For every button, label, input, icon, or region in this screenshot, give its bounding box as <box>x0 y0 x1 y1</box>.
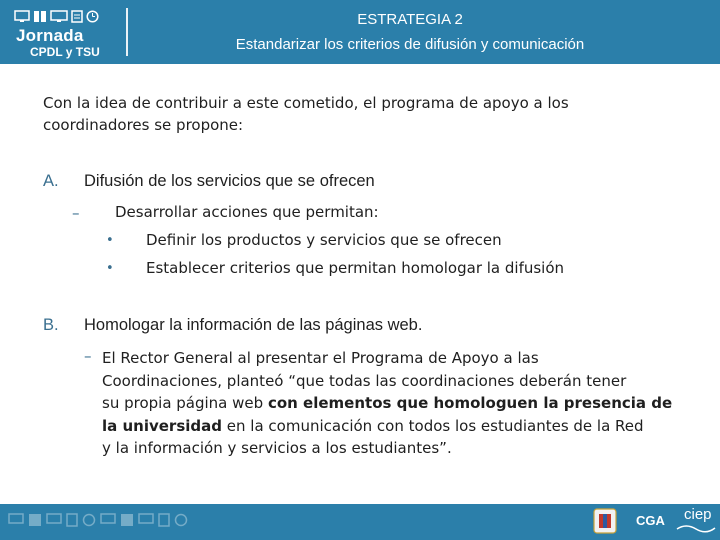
section-a-subitem: Desarrollar acciones que permitan: <box>115 203 379 221</box>
slide-subtitle: Estandarizar los criterios de difusión y comunicación <box>235 36 585 53</box>
logo-title: Jornada <box>16 26 84 45</box>
document-icon <box>158 513 170 527</box>
document-icon <box>66 513 78 527</box>
book-icon <box>33 10 47 23</box>
university-seal-icon <box>590 506 620 536</box>
section-a-bullet-1: • <box>106 233 114 248</box>
computer-icon <box>100 513 116 527</box>
section-a-item-2: Establecer criterios que permitan homologar la difusión <box>146 259 565 277</box>
section-b-dash: – <box>84 347 92 365</box>
footer-icon-strip <box>8 513 188 527</box>
logo-subtitle: CPDL y TSU <box>30 45 100 59</box>
header-divider <box>126 8 128 56</box>
monitor-icon <box>50 10 68 23</box>
para-line-4-text: en la comunicación con todos los estudiantes de la Red <box>226 416 644 435</box>
ciep-wave-icon <box>676 523 716 533</box>
para-bold-2: la universidad <box>102 416 222 435</box>
para-line-3-text: su propia página web <box>102 394 264 412</box>
document-icon <box>71 10 83 23</box>
intro-paragraph <box>43 92 643 136</box>
header-bar <box>0 0 720 64</box>
clock-icon <box>174 513 188 527</box>
section-a-title: Difusión de los servicios que se ofrecen <box>84 172 375 190</box>
cga-logo: CGA <box>636 513 665 528</box>
section-a-letter: A. <box>43 172 59 190</box>
para-line-2: Coordinaciones, planteó “que todas las coordinaciones deberán tener <box>102 371 627 390</box>
monitor-icon <box>46 513 62 527</box>
para-line-5: y la información y servicios a los estudiantes”. <box>102 439 452 457</box>
section-b-letter: B. <box>43 316 59 334</box>
para-bold-1: con elementos que homologuen la presencia de <box>267 394 673 412</box>
section-a-bullet-2: • <box>106 261 114 276</box>
para-line-3 <box>102 392 687 415</box>
para-line-4 <box>102 415 687 438</box>
computer-icon <box>14 10 30 23</box>
monitor-icon <box>138 513 154 527</box>
book-icon <box>28 513 42 527</box>
clock-icon <box>82 513 96 527</box>
intro-line-1: Con la idea de contribuir a este cometido, el programa de apoyo a los <box>43 94 569 112</box>
section-a-item-1: Definir los productos y servicios que se ofrecen <box>146 231 502 249</box>
slide-title: ESTRATEGIA 2 <box>357 11 463 28</box>
section-b-paragraph <box>102 347 687 460</box>
jornada-logo <box>6 4 126 60</box>
section-b-title: Homologar la información de las páginas web. <box>84 316 423 334</box>
clock-icon <box>86 10 99 23</box>
para-line-1: El Rector General al presentar el Programa de Apoyo a las <box>102 349 539 367</box>
intro-line-2: coordinadores se propone: <box>43 116 244 134</box>
ciep-logo: ciep <box>684 506 712 523</box>
section-a-dash: – <box>72 204 80 222</box>
computer-icon <box>8 513 24 527</box>
logo-icon-strip <box>14 10 99 23</box>
book-icon <box>120 513 134 527</box>
